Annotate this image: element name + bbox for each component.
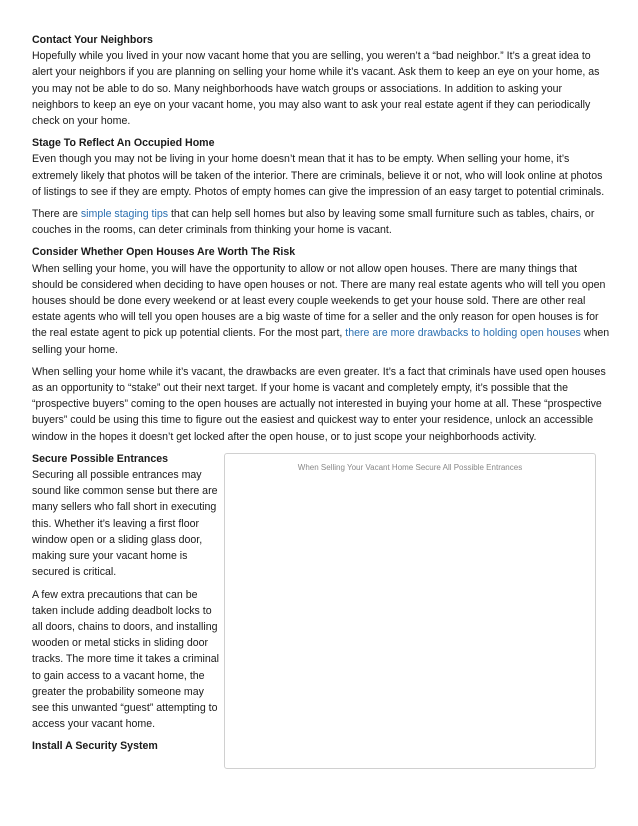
paragraph-extra-precautions: A few extra precautions that can be taken include adding deadbolt locks to all doors, chains to doors, and installing wooden or metal sticks in sliding door tracks. The more time it takes a criminal to gain access to a vacant home, the greater the probability someone may see this unwanted “guest” attempting to access your vacant home. [32,588,220,731]
section-contact-neighbors [32,32,610,129]
paragraph-stage-home: Even though you may not be living in your home doesn’t mean that it has to be empty. When selling your home, it’s extremely likely that photos will be taken of the interior. There are criminals, believe it or not, who will look online at photos of listings to see if they are empty. Photos of empty homes can give the impression of an easy target to potential criminals. [32,153,605,198]
heading-contact-neighbors: Contact Your Neighbors [32,34,153,46]
section-open-houses [32,244,610,357]
section-stage-home [32,135,610,200]
paragraph-vacant-open-houses: When selling your home while it’s vacant, the drawbacks are even greater. It’s a fact that criminals have used open houses as an opportunity to “stake” out their next target. If your home is vacant and completely empty, it’s possible that the “prospective buyers” coming to the open houses are actually not interested in buying your home at all. These “prospective buyers” could be using this time to figure out the easiest and quickest way to enter your residence, unlock an accessible window in the hopes it doesn’t get locked after the open house, or to just scope your neighborhoods activity. [32,365,606,443]
paragraph-contact-neighbors: Hopefully while you lived in your now vacant home that you are selling, you weren’t a “bad neighbor.” It’s a great idea to alert your neighbors if you are planning on selling your home while it’s vacant. Ask them to keep an eye on your home, as you may not be able to do so. Many neighborhoods have watch groups or associations. In addition to asking your neighbors to keep an eye on your vacant home, you may also want to ask your real estate agent if they can periodically check on your home. [32,50,600,128]
entrances-text-column [32,451,222,755]
staging-tips-text-before: There are [32,208,81,221]
figure-caption: When Selling Your Vacant Home Secure All Possible Entrances [297,462,523,472]
entrances-section [32,451,610,755]
link-open-house-drawbacks[interactable]: there are more drawbacks to holding open houses [345,327,581,340]
open-houses-text-before: When selling your home, you will have the opportunity to allow or not allow open houses. There are many things that should be considered when deciding to have open houses or not. There are many real estate agents who will tell you open houses should be done every weekend or at least every couple weekends to get your house sold. There are other real estate agents who will tell you open houses are a big waste of time for a seller and the only reason for open houses is for the real estate agent to pick up potential clients. For the most part, [32,262,606,340]
heading-open-houses: Consider Whether Open Houses Are Worth The Risk [32,246,296,259]
article-page [32,32,610,761]
open-houses-text-after: when selling your home. [32,327,610,356]
heading-stage-home: Stage To Reflect An Occupied Home [32,137,215,150]
section-secure-entrances [32,451,222,581]
section-security-system [32,738,222,754]
image-figure [224,453,596,769]
heading-secure-entrances: Secure Possible Entrances [32,452,169,465]
link-simple-staging-tips[interactable]: simple staging tips [80,208,169,221]
heading-security-system: Install A Security System [32,740,158,753]
staging-tips-text-after: that can help sell homes but also by leaving some small furniture such as tables, chairs, or couches in the rooms, can deter criminals from thinking your home is vacant. [32,208,595,237]
paragraph-staging-tips [32,206,610,238]
paragraph-secure-entrances: Securing all possible entrances may sound like common sense but there are many sellers who fall short in executing this. Whether it’s leaving a first floor window open or a sliding glass door, making sure your vacant home is secured is critical. [32,469,218,579]
